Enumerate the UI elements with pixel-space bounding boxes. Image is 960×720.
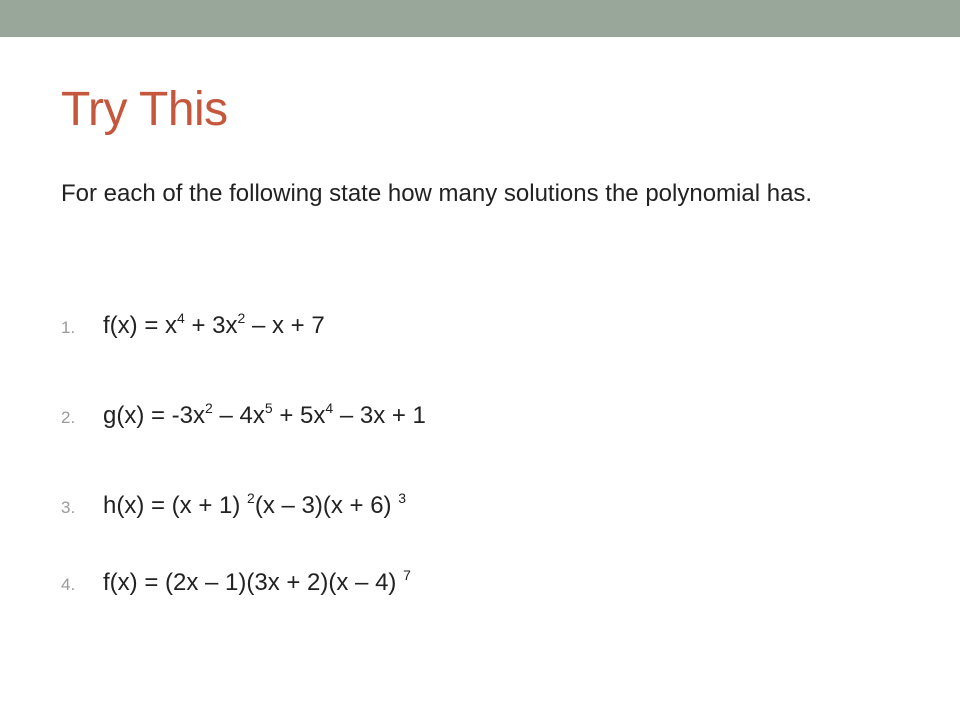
- expression-term: (x – 3)(x + 6): [254, 492, 399, 519]
- exponent: 5: [264, 400, 273, 416]
- expression-term: h(x) = (x + 1): [103, 492, 248, 519]
- expression-term: f(x) = (2x – 1)(3x + 2)(x – 4): [103, 569, 404, 596]
- expression-term: + 5x: [272, 402, 326, 429]
- polynomial-expression: [103, 396, 426, 436]
- problem-number: 4.: [61, 575, 76, 594]
- polynomial-expression: [103, 563, 411, 603]
- exponent: 3: [398, 490, 407, 506]
- expression-term: f(x) = x: [103, 312, 178, 339]
- exponent: 2: [205, 400, 213, 416]
- problem-number: 2.: [61, 408, 76, 427]
- expression-term: + 3x: [184, 312, 238, 339]
- instructions-text: For each of the following state how many solutions the polynomial has.: [61, 180, 813, 207]
- expression-term: g(x) = -3x: [103, 402, 206, 429]
- expression-term: – 3x + 1: [333, 402, 426, 429]
- slide-title: Try This: [61, 83, 228, 136]
- exponent: 4: [177, 310, 185, 326]
- exponent: 2: [247, 490, 255, 506]
- exponent: 2: [237, 310, 246, 326]
- exponent: 4: [325, 400, 334, 416]
- slide-top-bar: [0, 0, 960, 37]
- exponent: 7: [403, 567, 411, 583]
- polynomial-expression: [103, 486, 406, 526]
- problem-number: 1.: [61, 318, 76, 337]
- expression-term: – 4x: [212, 402, 265, 429]
- polynomial-expression: [103, 306, 325, 346]
- problem-number: 3.: [61, 498, 76, 517]
- expression-term: – x + 7: [245, 312, 325, 339]
